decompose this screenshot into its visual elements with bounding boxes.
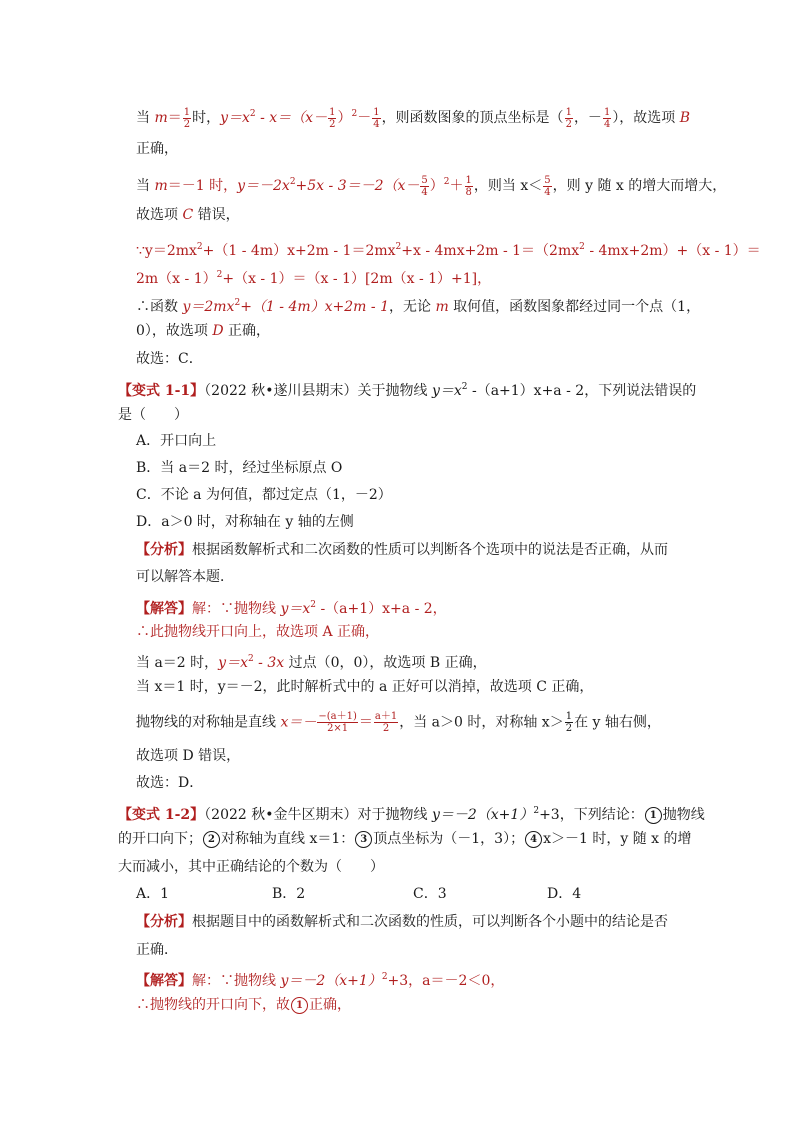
variant1-option-d: D．a＞0 时，对称轴在 y 轴的左侧 bbox=[136, 514, 354, 530]
text: 顶点坐标为（－1，3）； bbox=[373, 831, 525, 847]
formula: y＝－2（x+1） bbox=[280, 973, 382, 989]
fraction bbox=[328, 107, 336, 130]
text: 正确， bbox=[223, 323, 271, 339]
fraction bbox=[317, 711, 358, 734]
variant2-option-c: C．3 bbox=[413, 886, 447, 902]
formula: 2m（x - 1） bbox=[136, 271, 217, 287]
exponent: 2 bbox=[533, 806, 540, 816]
text: 当 a＝2 时， bbox=[136, 655, 219, 671]
exponent: 2 bbox=[234, 298, 241, 308]
formula: y＝－2（x+1） bbox=[431, 807, 534, 823]
formula: x＝－ bbox=[280, 714, 317, 731]
variant2-option-a: A．1 bbox=[136, 886, 170, 902]
text: 在 y 轴右侧， bbox=[574, 714, 661, 731]
text: ，－ bbox=[573, 110, 602, 126]
text: -（a+1）x+a - 2，下列说法错误的 bbox=[467, 383, 697, 399]
text: ＝ bbox=[167, 110, 182, 126]
formula: ） bbox=[337, 110, 352, 126]
analysis-tag: 【分析】 bbox=[136, 542, 192, 558]
fraction-den: 2×1 bbox=[327, 723, 349, 734]
variant1-option-b: B．当 a＝2 时，经过坐标原点 O bbox=[136, 460, 343, 476]
solution-line-7 bbox=[136, 293, 700, 317]
text: ，则当 x＜ bbox=[473, 178, 543, 194]
fraction-den: 2 bbox=[329, 118, 336, 130]
variant1-solution-line-4: 当 x＝1 时，y＝－2，此时解析式中的 a 正好可以消掉，故选项 C 正确， bbox=[136, 679, 594, 695]
variant2-question-line-3: 大而减小，其中正确结论的个数为（ ） bbox=[118, 859, 384, 875]
circled-number: 4 bbox=[525, 831, 542, 848]
fraction bbox=[603, 107, 611, 130]
fraction-num: −(a＋1) bbox=[318, 711, 357, 722]
var-m: m bbox=[154, 110, 168, 126]
formula: ∵y＝2mx bbox=[136, 243, 197, 259]
formula: ） bbox=[429, 178, 444, 194]
variant2-analysis-line-2: 正确． bbox=[136, 942, 178, 958]
fraction-num: 1 bbox=[329, 106, 336, 118]
circled-number: 1 bbox=[645, 807, 662, 824]
exponent: 2 bbox=[351, 109, 358, 119]
formula: - 3x bbox=[253, 655, 285, 671]
text: ，当 a＞0 时，对称轴 x＞ bbox=[399, 714, 564, 731]
text: +3，a＝－2＜0， bbox=[387, 973, 505, 989]
fraction bbox=[465, 175, 473, 198]
variant1-option-a: A．开口向上 bbox=[136, 433, 217, 449]
solution-line-3 bbox=[136, 172, 726, 198]
solution-line-4 bbox=[136, 205, 240, 225]
text: 抛物线的对称轴是直线 bbox=[136, 714, 281, 731]
var-m: m bbox=[435, 299, 449, 315]
exponent: 2 bbox=[249, 109, 256, 119]
text: 抛物线 bbox=[662, 807, 705, 823]
exponent: 2 bbox=[395, 242, 402, 252]
fraction-den: 2 bbox=[183, 118, 191, 130]
exponent: 2 bbox=[579, 242, 585, 252]
variant1-solution-answer: 故选：D． bbox=[136, 775, 204, 791]
fraction-num: 1 bbox=[603, 106, 611, 118]
circled-number: 3 bbox=[355, 831, 372, 848]
solution-line-2: 正确， bbox=[136, 141, 178, 157]
text: ＝－1 时， bbox=[167, 178, 238, 194]
option-letter: B bbox=[679, 110, 691, 126]
fraction-den: 2 bbox=[565, 118, 572, 130]
exponent: 2 bbox=[381, 972, 388, 982]
formula: y＝－2x bbox=[237, 178, 290, 194]
text: +3，下列结论： bbox=[539, 807, 644, 823]
text: 的开口向下； bbox=[118, 831, 202, 847]
fraction bbox=[420, 175, 428, 198]
fraction-den: 4 bbox=[373, 118, 380, 130]
circled-number: 2 bbox=[203, 831, 220, 848]
text: ∴抛物线的开口向下，故 bbox=[136, 997, 290, 1013]
text: -（a+1）x+a - 2， bbox=[316, 601, 447, 617]
exponent: 2 bbox=[196, 242, 203, 252]
fraction-num: 5 bbox=[421, 174, 428, 186]
fraction-num: 1 bbox=[465, 174, 472, 186]
option-letter: C bbox=[182, 207, 194, 223]
fraction-den: 4 bbox=[421, 186, 428, 198]
variant1-solution-line-6: 故选项 D 错误， bbox=[136, 748, 241, 764]
fraction-den: 4 bbox=[603, 118, 611, 130]
formula: y＝x bbox=[431, 383, 462, 399]
formula: y＝2mx bbox=[182, 299, 235, 315]
fraction-num: a＋1 bbox=[374, 711, 398, 722]
solution-tag: 【解答】 bbox=[136, 973, 192, 989]
formula: y＝x bbox=[218, 655, 248, 671]
text: 对称轴为直线 x＝1： bbox=[221, 831, 355, 847]
variant2-question-line-1 bbox=[118, 801, 705, 825]
circled-number: 1 bbox=[291, 997, 308, 1014]
fraction-num: 5 bbox=[544, 174, 551, 186]
option-letter: D bbox=[212, 323, 224, 339]
variant2-solution-line-1 bbox=[136, 967, 504, 991]
text: x＞－1 时，y 随 x 的增 bbox=[543, 831, 692, 847]
text: 时， bbox=[192, 110, 221, 126]
variant2-solution-line-2 bbox=[136, 995, 351, 1015]
text: 解：∵抛物线 bbox=[192, 973, 281, 989]
fraction bbox=[374, 711, 398, 734]
variant1-solution-line-2: ∴此抛物线开口向上，故选项 A 正确， bbox=[136, 624, 380, 640]
solution-answer: 故选：C． bbox=[136, 351, 203, 367]
formula: y＝x bbox=[280, 601, 311, 617]
fraction bbox=[565, 711, 573, 734]
text: ∴函数 bbox=[136, 299, 183, 315]
formula: +（1 - 4m）x+2m - 1＝2mx bbox=[202, 243, 396, 259]
text: 故选项 bbox=[136, 207, 183, 223]
fraction-den: 4 bbox=[544, 186, 551, 198]
formula: +x - 4mx+2m - 1＝（2mx bbox=[401, 243, 580, 259]
formula: - 4mx+2m）+（x - 1）＝ bbox=[584, 243, 761, 259]
formula: y＝x bbox=[220, 110, 250, 126]
text: 根据题目中的函数解析式和二次函数的性质，可以判断各个小题中的结论是否 bbox=[192, 914, 668, 930]
fraction-num: 1 bbox=[565, 106, 572, 118]
text: 正确， bbox=[309, 997, 351, 1013]
solution-line-5 bbox=[136, 237, 761, 261]
text: 0），故选项 bbox=[136, 323, 213, 339]
fraction-num: 1 bbox=[373, 106, 380, 118]
solution-line-1 bbox=[136, 104, 690, 130]
fraction-den: 2 bbox=[382, 723, 390, 734]
variant2-question-line-2 bbox=[118, 829, 692, 849]
solution-line-6 bbox=[136, 265, 491, 289]
variant2-option-b: B．2 bbox=[272, 886, 306, 902]
formula: － bbox=[357, 110, 372, 126]
text: ），故选项 bbox=[612, 110, 680, 126]
text: ，则 y 随 x 的增大而增大， bbox=[552, 178, 727, 194]
variant1-analysis-line-2: 可以解答本题． bbox=[136, 569, 234, 585]
exponent: 2 bbox=[289, 177, 296, 187]
fraction-num: 1 bbox=[183, 106, 191, 118]
fraction-den: 8 bbox=[465, 186, 472, 198]
exponent: 2 bbox=[216, 270, 223, 280]
fraction bbox=[565, 107, 573, 130]
formula: +5x - 3＝－2（x－ bbox=[295, 178, 420, 194]
text: 当 bbox=[136, 178, 155, 194]
variant1-question-line-2: 是（ ） bbox=[118, 407, 188, 423]
variant1-solution-line-5 bbox=[136, 711, 661, 734]
fraction bbox=[543, 175, 551, 198]
variant1-solution-line-3 bbox=[136, 649, 487, 673]
text: 根据函数解析式和二次函数的性质可以判断各个选项中的说法是否正确，从而 bbox=[192, 542, 668, 558]
variant-tag: 【变式 1-2】 bbox=[118, 807, 205, 823]
text: 取何值，函数图象都经过同一个点（1， bbox=[448, 299, 701, 315]
fraction-num: 1 bbox=[565, 711, 573, 722]
text: 当 bbox=[136, 110, 155, 126]
variant-tag: 【变式 1-1】 bbox=[118, 383, 205, 399]
variant1-question-line-1 bbox=[118, 377, 696, 401]
exponent: 2 bbox=[443, 177, 450, 187]
text: （2022 秋•遂川县期末）关于抛物线 bbox=[204, 383, 432, 399]
fraction bbox=[183, 107, 191, 130]
text: 过点（0，0），故选项 B 正确， bbox=[284, 655, 487, 671]
exponent: 2 bbox=[247, 654, 254, 664]
fraction-den: 2 bbox=[565, 723, 573, 734]
formula: +（x - 1）＝（x - 1）[2m（x - 1）+1]， bbox=[222, 271, 492, 287]
text: （2022 秋•金牛区期末）对于抛物线 bbox=[204, 807, 432, 823]
text: 解：∵抛物线 bbox=[192, 601, 281, 617]
var-m: m bbox=[154, 178, 168, 194]
solution-line-8 bbox=[136, 321, 270, 341]
formula: ＋ bbox=[449, 178, 464, 194]
variant2-analysis-line-1 bbox=[136, 912, 668, 932]
text: ，则函数图象的顶点坐标是（ bbox=[381, 110, 564, 126]
fraction bbox=[372, 107, 380, 130]
variant1-solution-line-1 bbox=[136, 595, 447, 619]
variant2-option-d: D．4 bbox=[547, 886, 582, 902]
text: ，无论 bbox=[389, 299, 436, 315]
formula: ＝ bbox=[358, 714, 373, 731]
text: 错误， bbox=[193, 207, 240, 223]
exponent: 2 bbox=[461, 382, 468, 392]
formula: +（1 - 4m）x+2m - 1 bbox=[240, 299, 389, 315]
variant1-option-c: C．不论 a 为何值，都过定点（1，－2） bbox=[136, 487, 392, 503]
variant1-analysis-line-1 bbox=[136, 540, 668, 560]
analysis-tag: 【分析】 bbox=[136, 914, 192, 930]
solution-tag: 【解答】 bbox=[136, 601, 192, 617]
formula: - x＝（x－ bbox=[255, 110, 328, 126]
exponent: 2 bbox=[310, 600, 316, 610]
